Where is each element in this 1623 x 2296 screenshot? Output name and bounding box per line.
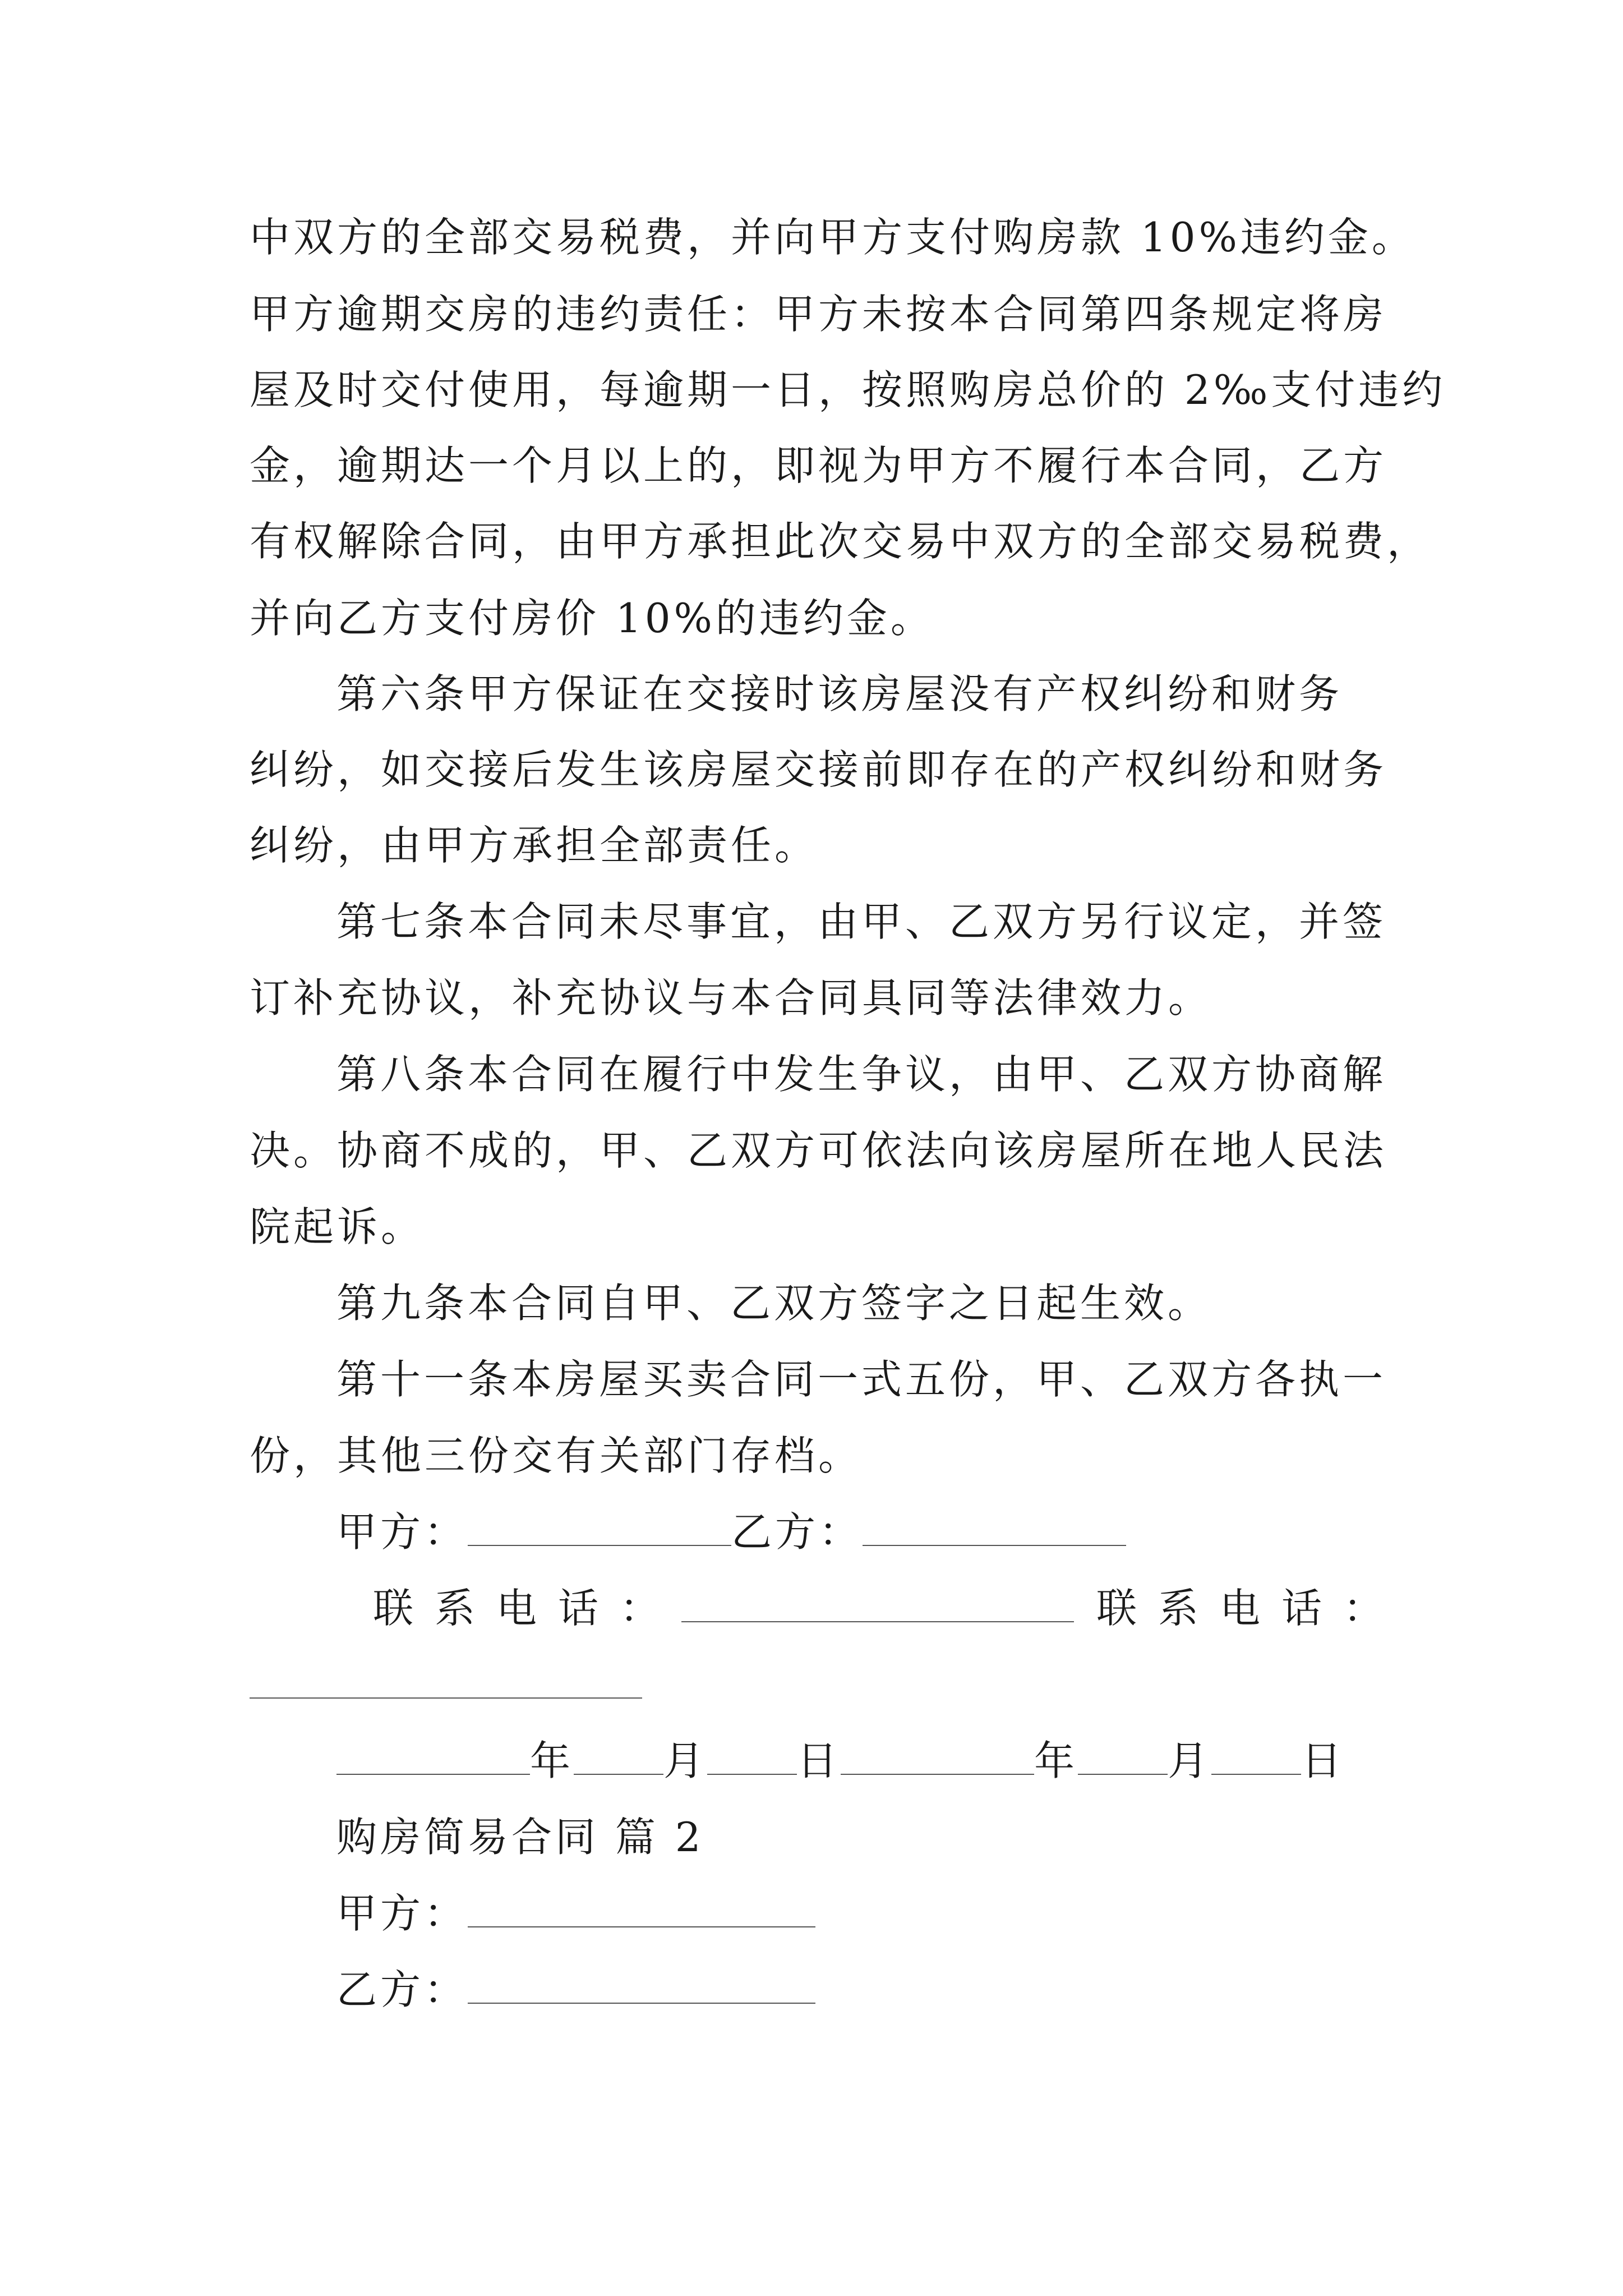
paragraph-line: 决。协商不成的，甲、乙双方可依法向该房屋所在地人民法 (250, 1127, 1387, 1174)
paragraph-line: 有权解除合同，由甲方承担此次交易中双方的全部交易税费， (250, 518, 1431, 565)
party-b-label: 乙方： (731, 1508, 863, 1556)
year-b-blank[interactable] (841, 1739, 1034, 1775)
party-a-blank[interactable] (468, 1510, 731, 1546)
year-a-blank[interactable] (336, 1739, 530, 1775)
paragraph-line: 院起诉。 (250, 1203, 425, 1250)
paragraph-line: 订补充协议，补充协议与本合同具同等法律效力。 (250, 974, 1212, 1022)
article-7-line: 第七条本合同未尽事宜，由甲、乙双方另行议定，并签 (336, 898, 1387, 945)
year-b-label: 年 (1034, 1737, 1078, 1784)
article-6-line: 第六条甲方保证在交接时该房屋没有产权纠纷和财务 (336, 670, 1343, 717)
day-a-label: 日 (797, 1737, 841, 1784)
phone-label-a: 联系电话： (373, 1585, 682, 1632)
day-a-blank[interactable] (707, 1739, 797, 1775)
article-9-line: 第九条本合同自甲、乙双方签字之日起生效。 (336, 1280, 1212, 1327)
month-b-label: 月 (1168, 1737, 1212, 1784)
paragraph-line: 纠纷，如交接后发生该房屋交接前即存在的产权纠纷和财务 (250, 746, 1387, 793)
month-b-blank[interactable] (1078, 1739, 1168, 1775)
article-8-line: 第八条本合同在履行中发生争议，由甲、乙双方协商解 (336, 1051, 1387, 1098)
signature-parties-row (336, 1507, 1126, 1557)
paragraph-line: 屋及时交付使用，每逾期一日，按照购房总价的 2‰支付违约 (250, 366, 1446, 413)
day-b-blank[interactable] (1211, 1739, 1301, 1775)
phone-label-b: 联系电话： (1096, 1585, 1405, 1632)
article-11-line: 第十一条本房屋买卖合同一式五份，甲、乙双方各执一 (336, 1356, 1387, 1403)
day-b-label: 日 (1301, 1737, 1345, 1784)
paragraph-line: 份，其他三份交有关部门存档。 (250, 1432, 863, 1479)
paragraph-line: 甲方逾期交房的违约责任：甲方未按本合同第四条规定将房 (250, 291, 1387, 338)
section-2-party-a-label: 甲方： (336, 1890, 468, 1937)
paragraph-line: 纠纷，由甲方承担全部责任。 (250, 822, 819, 869)
phone-row (373, 1583, 1405, 1634)
party-a-label: 甲方： (336, 1508, 468, 1556)
paragraph-line: 中双方的全部交易税费，并向甲方支付购房款 10%违约金。 (250, 214, 1415, 261)
paragraph-line: 并向乙方支付房价 10%的违约金。 (250, 595, 934, 642)
month-a-label: 月 (663, 1737, 708, 1784)
date-row (336, 1736, 1345, 1786)
section-2-title: 购房简易合同 篇 2 (336, 1814, 704, 1861)
phone-a-blank[interactable] (681, 1586, 1074, 1622)
section-2-party-b-label: 乙方： (336, 1966, 468, 2013)
section-2-party-a-row (336, 1888, 815, 1939)
month-a-blank[interactable] (574, 1739, 663, 1775)
year-a-label: 年 (530, 1737, 574, 1784)
paragraph-line: 金，逾期达一个月以上的，即视为甲方不履行本合同，乙方 (250, 442, 1387, 489)
section-2-party-b-row (336, 1964, 815, 2015)
phone-continuation-row (250, 1659, 642, 1710)
section-2-party-b-blank[interactable] (468, 1968, 815, 2004)
section-2-party-a-blank[interactable] (468, 1892, 815, 1927)
phone-b-blank[interactable] (250, 1663, 642, 1699)
party-b-blank[interactable] (863, 1510, 1126, 1546)
